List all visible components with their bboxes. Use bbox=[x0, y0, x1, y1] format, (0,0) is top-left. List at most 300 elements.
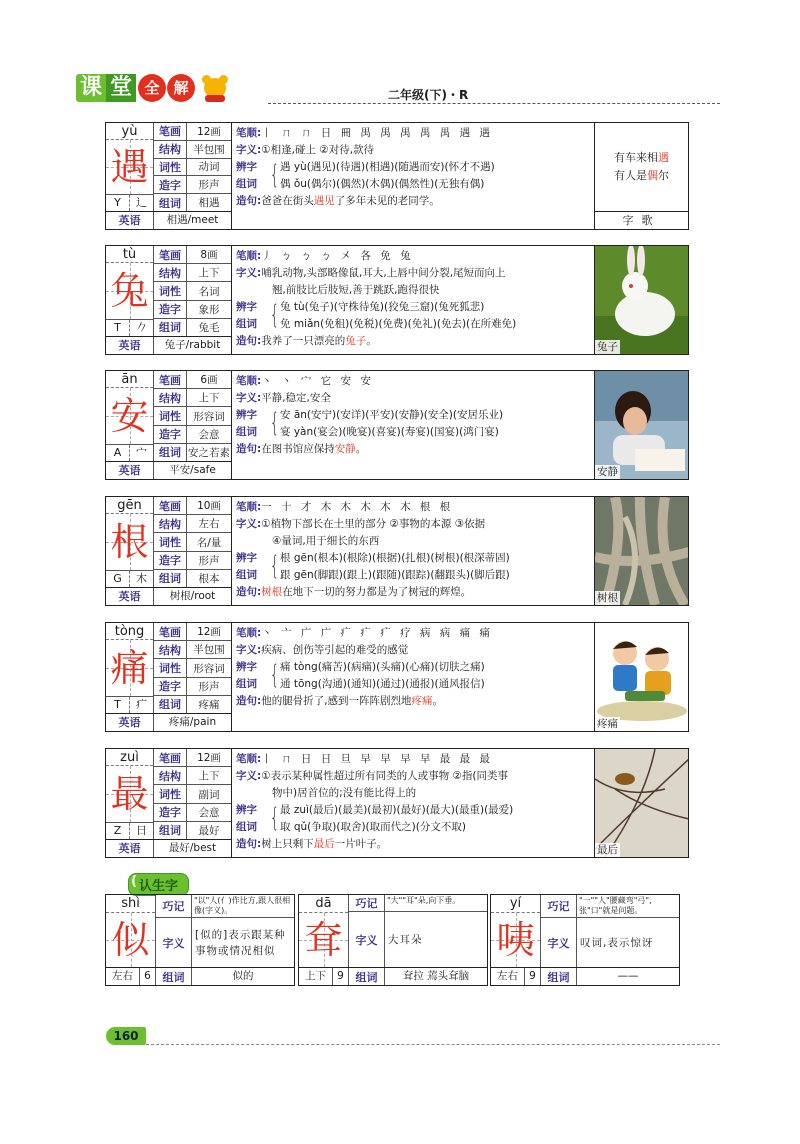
stroke-order-label: 笔顺: bbox=[236, 627, 262, 639]
rhyme-text: 有车来相遇 bbox=[614, 151, 669, 164]
prop-value: 10画 bbox=[197, 500, 221, 513]
sentence-pre: 他的腿骨折了,感到一阵阵剧烈地 bbox=[261, 695, 412, 707]
distinguish-block bbox=[236, 299, 590, 333]
char-properties bbox=[154, 371, 231, 461]
mnemonic-row bbox=[156, 895, 294, 918]
brace-icon: { bbox=[270, 803, 280, 833]
big-character: 痛 bbox=[110, 646, 149, 690]
stroke-order-label: 笔顺: bbox=[236, 501, 262, 513]
english-row bbox=[106, 587, 231, 605]
index-letter: Y bbox=[106, 195, 130, 211]
prop-row-formation bbox=[154, 176, 231, 194]
prop-row-word bbox=[154, 696, 231, 713]
section-title-recognize: ( 认生字 bbox=[128, 873, 189, 896]
logo-char-3: 全 bbox=[138, 74, 166, 102]
meaning-text: 叹词,表示惊讶 bbox=[580, 936, 654, 949]
prop-label: 组词 bbox=[154, 319, 187, 336]
char-properties bbox=[154, 123, 231, 211]
sentence-pre: 树上只剩下 bbox=[261, 838, 314, 850]
sentence-label: 造句: bbox=[236, 586, 262, 598]
prop-row-strokes bbox=[154, 123, 231, 141]
stroke-order: 丿 ㄅ ㄅ ㄅ 㐅 各 免 兔 bbox=[261, 250, 414, 262]
meaning-label: 字义 bbox=[156, 918, 192, 967]
char-entry-3 bbox=[105, 496, 689, 606]
prop-value: 上下 bbox=[198, 770, 220, 783]
prop-row-strokes bbox=[154, 749, 231, 767]
tian-grid bbox=[106, 140, 153, 194]
prop-row-pos bbox=[154, 282, 231, 300]
meaning-block bbox=[236, 516, 590, 550]
stroke-order: 丶 亠 广 广 疒 疒 疒 疗 病 病 痛 痛 bbox=[261, 627, 493, 639]
tian-grid bbox=[106, 766, 153, 822]
radical: 𠂊 bbox=[136, 321, 147, 334]
distinguish-label: 辨字 bbox=[236, 552, 257, 564]
prop-label: 词性 bbox=[154, 659, 187, 676]
prop-row-word bbox=[154, 822, 231, 839]
prop-value: 形容词 bbox=[193, 662, 225, 675]
char-info bbox=[106, 749, 232, 857]
char-entry-1 bbox=[105, 245, 689, 355]
prop-row-formation bbox=[154, 301, 231, 319]
distinguish-block bbox=[236, 802, 590, 836]
meaning-label: 字义: bbox=[236, 392, 262, 404]
stroke-order-label: 笔顺: bbox=[236, 127, 262, 139]
logo bbox=[76, 74, 231, 102]
index-row bbox=[106, 319, 153, 336]
prop-label: 笔画 bbox=[154, 123, 187, 140]
char-column bbox=[106, 623, 154, 713]
prop-value: 相遇 bbox=[198, 197, 220, 210]
distinguish-line: 宴 yàn(宴会)(晚宴)(喜宴)(寿宴)(国宴)(鸿门宴) bbox=[280, 426, 499, 438]
prop-label: 笔画 bbox=[154, 749, 187, 766]
sentence-post: 。 bbox=[366, 335, 377, 347]
pinyin: yí bbox=[491, 895, 540, 913]
english-row bbox=[106, 839, 231, 857]
char-entry-2 bbox=[105, 370, 689, 480]
card-footer bbox=[491, 967, 679, 985]
char-column bbox=[106, 123, 154, 211]
distinguish-line: 根 gēn(根本)(根除)(根据)(扎根)(树根)(根深蒂固) bbox=[280, 552, 510, 564]
radical: 辶 bbox=[136, 196, 147, 209]
char-entry-5 bbox=[105, 748, 689, 858]
meaning-label: 字义 bbox=[541, 918, 577, 967]
distinguish-block bbox=[236, 407, 590, 441]
sentence-line bbox=[236, 333, 590, 350]
distinguish-label: 辨字 bbox=[236, 409, 257, 421]
prop-label: 造字 bbox=[154, 804, 187, 821]
illustration-caption: 安静 bbox=[597, 466, 618, 478]
stroke-order-label: 笔顺: bbox=[236, 375, 262, 387]
prop-value: 会意 bbox=[198, 806, 220, 819]
char-details bbox=[232, 749, 594, 857]
prop-row-structure bbox=[154, 141, 231, 159]
sentence-line bbox=[236, 693, 590, 710]
prop-label: 组词 bbox=[154, 696, 187, 713]
big-character: 最 bbox=[110, 772, 149, 816]
index-row bbox=[106, 822, 153, 839]
sentence-highlight: 安静 bbox=[334, 443, 356, 455]
prop-row-strokes bbox=[154, 371, 231, 389]
rhyme-highlight: 遇 bbox=[658, 151, 669, 164]
stroke-order-label: 笔顺: bbox=[236, 753, 262, 765]
illustration-caption: 树根 bbox=[597, 592, 618, 604]
char-column bbox=[106, 749, 154, 839]
char-properties bbox=[154, 246, 231, 336]
prop-value: 副词 bbox=[198, 788, 220, 801]
prop-value: 形声 bbox=[198, 680, 220, 693]
prop-label: 造字 bbox=[154, 552, 187, 569]
prop-value: 12画 bbox=[197, 626, 221, 639]
meaning-row bbox=[156, 918, 294, 967]
card-footer bbox=[106, 967, 294, 985]
prop-row-pos bbox=[154, 659, 231, 677]
group-label: 组词 bbox=[349, 968, 385, 985]
sentence-label: 造句: bbox=[236, 838, 262, 850]
stroke-count: 9 bbox=[333, 968, 349, 985]
sentence-post: 在地下一切的努力都是为了树冠的辉煌。 bbox=[282, 586, 472, 598]
stroke-order-line bbox=[236, 125, 590, 142]
distinguish-block bbox=[236, 659, 590, 693]
tian-grid bbox=[106, 263, 153, 319]
mnemonic-row bbox=[349, 895, 487, 912]
prop-row-formation bbox=[154, 552, 231, 570]
pinyin: yù bbox=[106, 123, 153, 140]
prop-value: 左右 bbox=[198, 518, 220, 531]
rhyme-line bbox=[614, 167, 669, 185]
prop-row-structure bbox=[154, 264, 231, 282]
meaning-row bbox=[349, 912, 487, 967]
tian-grid bbox=[106, 640, 153, 696]
pinyin: dā bbox=[299, 895, 348, 913]
tian-grid bbox=[106, 514, 153, 570]
prop-value: 12画 bbox=[197, 752, 221, 765]
prop-row-pos bbox=[154, 785, 231, 803]
prop-value: 6画 bbox=[200, 374, 218, 387]
meaning-label: 字义: bbox=[236, 770, 262, 782]
prop-row-formation bbox=[154, 426, 231, 444]
meaning-line: 物中)居首位的;没有能比得上的 bbox=[272, 787, 417, 799]
prop-row-structure bbox=[154, 641, 231, 659]
illustration bbox=[594, 623, 688, 731]
prop-value: 形容词 bbox=[193, 410, 225, 423]
mnemonic-text: "一""人"腰藏弯"弓",张"口"就是问题。 bbox=[579, 896, 652, 915]
prop-row-pos bbox=[154, 533, 231, 551]
sentence-line bbox=[236, 836, 590, 853]
big-character: 咦 bbox=[496, 918, 535, 962]
index-row bbox=[106, 444, 153, 461]
stroke-order-line bbox=[236, 625, 590, 642]
distinguish-line: 通 tōng(沟通)(通知)(通过)(通报)(通风报信) bbox=[280, 678, 485, 690]
rhyme-highlight: 偶 bbox=[647, 169, 658, 182]
prop-label: 词性 bbox=[154, 785, 187, 802]
sentence-label: 造句: bbox=[236, 335, 262, 347]
big-character: 兔 bbox=[110, 269, 149, 313]
prop-label: 组词 bbox=[154, 444, 187, 461]
structure-value: 左右 bbox=[491, 968, 525, 985]
english-label: 英语 bbox=[106, 840, 154, 857]
page-header bbox=[72, 72, 720, 106]
prop-label: 组词 bbox=[154, 822, 187, 839]
radical: 宀 bbox=[136, 446, 147, 459]
distinguish-line: 取 qǔ(争取)(取舍)(取而代之)(分文不取) bbox=[280, 821, 466, 833]
meaning-line: ④量词,用于细长的东西 bbox=[272, 535, 380, 547]
meaning-text: 大耳朵 bbox=[388, 933, 423, 946]
pinyin: zuì bbox=[106, 749, 153, 766]
mnemonic-row bbox=[541, 895, 679, 918]
distinguish-label: 辨字 bbox=[236, 804, 257, 816]
distinguish-block bbox=[236, 159, 590, 193]
stroke-order: 丨 ㄇ 日 日 旦 早 早 早 早 最 最 最 bbox=[261, 753, 493, 765]
prop-label: 词性 bbox=[154, 407, 187, 424]
meaning-line: 哺乳动物,头部略像鼠,耳大,上唇中间分裂,尾短而向上 bbox=[261, 267, 506, 279]
prop-row-word bbox=[154, 444, 231, 461]
prop-label: 造字 bbox=[154, 176, 187, 193]
illustration bbox=[594, 371, 688, 479]
meaning-block bbox=[236, 768, 590, 802]
group-label: 组词 bbox=[541, 968, 577, 985]
recognize-card-0 bbox=[105, 894, 295, 986]
prop-row-formation bbox=[154, 678, 231, 696]
meaning-line: ①相逢,碰上 ②对待,款待 bbox=[261, 144, 375, 156]
char-column bbox=[106, 371, 154, 461]
char-details bbox=[232, 623, 594, 731]
prop-value: 形声 bbox=[198, 179, 220, 192]
distinguish-line: 兔 tù(兔子)(守株待兔)(狡兔三窟)(兔死狐悲) bbox=[280, 301, 485, 313]
prop-value: 8画 bbox=[200, 249, 218, 262]
prop-label: 结构 bbox=[154, 641, 187, 658]
meaning-line: ①植物下部长在土里的部分 ②事物的本源 ③依据 bbox=[261, 518, 486, 530]
distinguish-line: 免 miǎn(免租)(免税)(免费)(免礼)(免去)(在所难免) bbox=[280, 318, 517, 330]
sentence-line bbox=[236, 193, 590, 210]
index-row bbox=[106, 194, 153, 211]
index-row bbox=[106, 696, 153, 713]
meaning-label: 字义: bbox=[236, 518, 262, 530]
prop-value: 疼痛 bbox=[198, 698, 220, 711]
stroke-count: 9 bbox=[525, 968, 541, 985]
stroke-order-label: 笔顺: bbox=[236, 250, 262, 262]
sentence-label: 造句: bbox=[236, 195, 262, 207]
tian-grid bbox=[106, 913, 155, 967]
prop-label: 造字 bbox=[154, 678, 187, 695]
english-label: 英语 bbox=[106, 212, 154, 229]
char-column bbox=[299, 895, 349, 967]
prop-label: 词性 bbox=[154, 159, 187, 176]
prop-value: 安之若素 bbox=[188, 446, 230, 459]
char-properties bbox=[154, 749, 231, 839]
prop-value: 形声 bbox=[198, 554, 220, 567]
mnemonic-text: "以"人(亻)作比方,跟人很相像(字义)。 bbox=[194, 896, 291, 915]
sentence-post: 一片叶子。 bbox=[334, 838, 388, 850]
sentence-pre: 在图书馆应保持 bbox=[261, 443, 335, 455]
recognize-card-1 bbox=[298, 894, 488, 986]
group-label: 组词 bbox=[236, 426, 257, 438]
char-properties bbox=[154, 497, 231, 587]
sentence-post: 了多年未见的老同学。 bbox=[334, 195, 440, 207]
char-properties bbox=[154, 623, 231, 713]
char-info bbox=[106, 371, 232, 479]
prop-label: 结构 bbox=[154, 264, 187, 281]
english-value: 相遇/meet bbox=[166, 214, 219, 226]
english-label: 英语 bbox=[106, 714, 154, 731]
tian-grid bbox=[491, 913, 540, 967]
meaning-line: 疾病、创伤等引起的难受的感觉 bbox=[261, 644, 409, 656]
char-column bbox=[106, 246, 154, 336]
prop-row-word bbox=[154, 319, 231, 336]
char-info bbox=[106, 246, 232, 354]
rhyme-line bbox=[614, 149, 669, 167]
char-details bbox=[232, 497, 594, 605]
char-details bbox=[232, 371, 594, 479]
rhyme-text: 有人是偶尔 bbox=[614, 169, 669, 182]
prop-label: 笔画 bbox=[154, 497, 187, 514]
index-letter: A bbox=[106, 445, 130, 461]
prop-label: 笔画 bbox=[154, 623, 187, 640]
prop-value: 最好 bbox=[198, 824, 220, 837]
char-details bbox=[232, 246, 594, 354]
prop-row-structure bbox=[154, 515, 231, 533]
prop-label: 笔画 bbox=[154, 371, 187, 388]
prop-label: 结构 bbox=[154, 767, 187, 784]
big-character: 遇 bbox=[110, 145, 149, 189]
meaning-text: [似的]表示跟某种事物或情况相似 bbox=[195, 928, 286, 957]
index-letter: T bbox=[106, 320, 130, 336]
radical: 木 bbox=[136, 572, 147, 585]
char-column bbox=[106, 497, 154, 587]
char-rhyme bbox=[594, 123, 688, 229]
sentence-line bbox=[236, 441, 590, 458]
group-label: 组词 bbox=[236, 678, 257, 690]
sentence-highlight: 最后 bbox=[313, 838, 335, 850]
meaning-label: 字义: bbox=[236, 644, 262, 656]
prop-label: 词性 bbox=[154, 282, 187, 299]
char-entry-4 bbox=[105, 622, 689, 732]
meaning-label: 字义: bbox=[236, 144, 262, 156]
pinyin: tù bbox=[106, 246, 153, 263]
distinguish-label: 辨字 bbox=[236, 301, 257, 313]
prop-row-word bbox=[154, 570, 231, 587]
char-column bbox=[106, 895, 156, 967]
prop-value: 12画 bbox=[197, 125, 221, 138]
english-row bbox=[106, 461, 231, 479]
card-footer bbox=[299, 967, 487, 985]
index-letter: T bbox=[106, 697, 130, 713]
bear-mascot-icon bbox=[199, 74, 231, 102]
english-value: 疼痛/pain bbox=[168, 716, 217, 728]
prop-value: 动词 bbox=[198, 161, 220, 174]
meaning-block bbox=[236, 265, 590, 299]
group-label: 组词 bbox=[236, 318, 257, 330]
stroke-order-line bbox=[236, 373, 590, 390]
distinguish-block bbox=[236, 550, 590, 584]
stroke-count: 6 bbox=[140, 968, 156, 985]
char-details bbox=[232, 123, 594, 229]
brace-icon: { bbox=[270, 660, 280, 690]
radical: 疒 bbox=[136, 698, 147, 711]
pinyin: ān bbox=[106, 371, 153, 388]
stroke-order: 一 十 才 木 木 木 木 木 根 根 bbox=[261, 501, 454, 513]
structure-value: 左右 bbox=[106, 968, 140, 985]
prop-value: 半包围 bbox=[193, 143, 225, 156]
distinguish-line: 遇 yù(遇见)(待遇)(相遇)(随遇而安)(怀才不遇) bbox=[280, 161, 495, 173]
stroke-order-line bbox=[236, 751, 590, 768]
distinguish-line: 痛 tòng(痛苦)(病痛)(头痛)(心痛)(切肤之痛) bbox=[280, 661, 485, 673]
logo-char-2: 堂 bbox=[106, 74, 136, 102]
distinguish-label: 辨字 bbox=[236, 161, 257, 173]
prop-row-word bbox=[154, 194, 231, 211]
sentence-highlight: 兔子 bbox=[345, 335, 367, 347]
char-info bbox=[106, 623, 232, 731]
prop-label: 组词 bbox=[154, 570, 187, 587]
mnemonic-label: 巧记 bbox=[349, 895, 385, 911]
prop-label: 造字 bbox=[154, 301, 187, 318]
stroke-order-line bbox=[236, 248, 590, 265]
stroke-order: 丶 丶 宀 它 安 安 bbox=[261, 375, 374, 387]
group-label: 组词 bbox=[236, 569, 257, 581]
sentence-post: 。 bbox=[355, 443, 367, 455]
sentence-post: 。 bbox=[432, 695, 444, 707]
prop-row-strokes bbox=[154, 497, 231, 515]
group-label: 组词 bbox=[236, 821, 257, 833]
meaning-block bbox=[236, 390, 590, 407]
illustration bbox=[594, 246, 688, 354]
prop-label: 造字 bbox=[154, 426, 187, 443]
prop-label: 笔画 bbox=[154, 246, 187, 263]
english-label: 英语 bbox=[106, 588, 154, 605]
pinyin: tòng bbox=[106, 623, 153, 640]
english-row bbox=[106, 211, 231, 229]
stroke-order: 丨 ㄇ ㄇ 日 𠕁 禺 禺 禺 禺 禺 遇 遇 bbox=[261, 127, 493, 139]
page-number: 160 bbox=[106, 1027, 146, 1045]
grade-label: 二年级(下)・R bbox=[388, 88, 469, 102]
english-value: 兔子/rabbit bbox=[164, 339, 221, 351]
english-label: 英语 bbox=[106, 462, 154, 479]
prop-row-pos bbox=[154, 159, 231, 177]
word-value: 耷拉 蔫头耷脑 bbox=[402, 970, 470, 982]
brace-icon: { bbox=[270, 551, 280, 581]
prop-row-pos bbox=[154, 407, 231, 425]
sentence-line bbox=[236, 584, 590, 601]
sentence-highlight: 树根 bbox=[261, 586, 283, 598]
header-divider bbox=[268, 103, 720, 104]
prop-row-structure bbox=[154, 389, 231, 407]
index-letter: G bbox=[106, 571, 130, 587]
radical: 日 bbox=[136, 824, 147, 837]
big-character: 耷 bbox=[304, 918, 343, 962]
sentence-pre: 我养了一只漂亮的 bbox=[261, 335, 346, 347]
prop-value: 根本 bbox=[198, 572, 220, 585]
illustration-caption: 兔子 bbox=[597, 341, 618, 353]
meaning-row bbox=[541, 918, 679, 967]
pinyin: gēn bbox=[106, 497, 153, 514]
distinguish-line: 最 zuì(最后)(最美)(最初)(最好)(最大)(最重)(最爱) bbox=[280, 804, 514, 816]
prop-row-strokes bbox=[154, 246, 231, 264]
prop-label: 结构 bbox=[154, 141, 187, 158]
logo-char-1: 课 bbox=[76, 74, 106, 102]
mnemonic-label: 巧记 bbox=[541, 895, 577, 917]
meaning-line: 平静,稳定,安全 bbox=[261, 392, 331, 404]
recognize-card-2 bbox=[490, 894, 680, 986]
meaning-line: 翘,前肢比后肢短,善于跳跃,跑得很快 bbox=[272, 284, 440, 296]
prop-value: 半包围 bbox=[193, 644, 225, 657]
prop-row-strokes bbox=[154, 623, 231, 641]
english-value: 树根/root bbox=[169, 590, 216, 602]
mnemonic-text: "大""耳"朵,向下垂。 bbox=[387, 896, 461, 905]
tian-grid bbox=[106, 388, 153, 444]
char-info bbox=[106, 123, 232, 229]
illustration bbox=[594, 749, 688, 857]
english-label: 英语 bbox=[106, 337, 154, 354]
english-value: 平安/safe bbox=[169, 464, 216, 476]
